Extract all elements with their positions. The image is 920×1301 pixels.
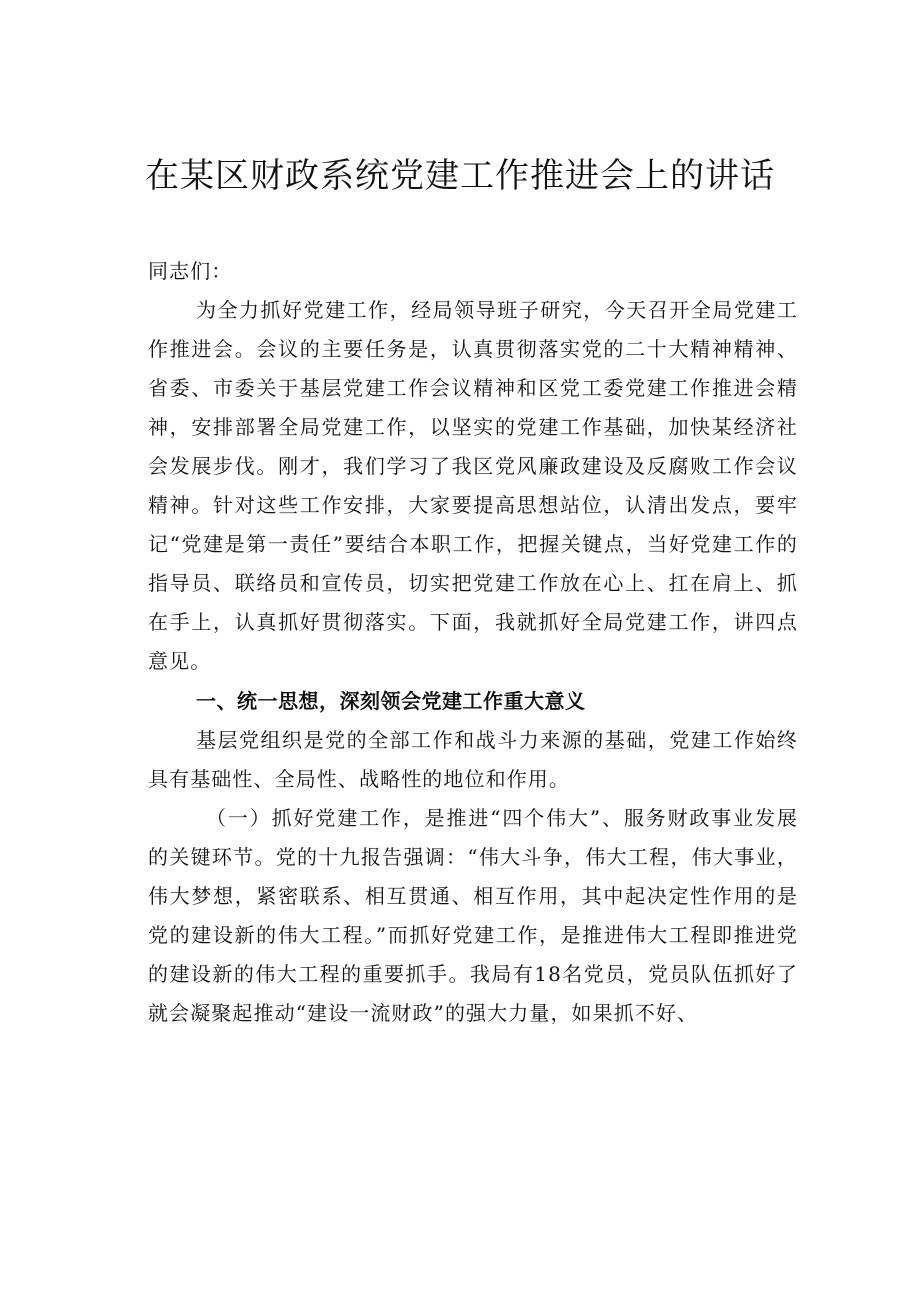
document-body — [148, 252, 798, 1033]
section-heading: 一、统一思想，深刻领会党建工作重大意义 — [196, 689, 586, 713]
section-point-paragraph: （一）抓好党建工作，是推进“四个伟大”、服务财政事业发展的关键环节。党的十九报告强调：“伟大斗争，伟大工程，伟大事业，伟大梦想，紧密联系、相互贯通、相互作用，其中起决定性作用的是党的建设新的伟大工程。”而抓好党建工作，是推进伟大工程即推进党的建设新的伟大工程的重要抓手。我局有18名党员，党员队伍抓好了就会凝聚起推动“建设一流财政”的强大力量，如果抓不好、 — [148, 806, 798, 1025]
intro-paragraph: 为全力抓好党建工作，经局领导班子研究，今天召开全局党建工作推进会。会议的主要任务是，认真贯彻落实党的二十大精神精神、省委、市委关于基层党建工作会议精神和区党工委党建工作推进会精神，安排部署全局党建工作，以坚实的党建工作基础，加快某经济社会发展步伐。刚才，我们学习了我区党风廉政建设及反腐败工作会议精神。针对这些工作安排，大家要提高思想站位，认清出发点，要牢记“党建是第一责任”要结合本职工作，把握关键点，当好党建工作的指导员、联络员和宣传员，切实把党建工作放在心上、扛在肩上、抓在手上，认真抓好贯彻落实。下面，我就抓好全局党建工作，讲四点意见。 — [148, 298, 798, 673]
section-intro-paragraph: 基层党组织是党的全部工作和战斗力来源的基础，党建工作始终具有基础性、全局性、战略性的地位和作用。 — [148, 728, 798, 791]
salutation: 同志们： — [148, 259, 233, 283]
document-title: 在某区财政系统党建工作推进会上的讲话 — [145, 156, 775, 196]
